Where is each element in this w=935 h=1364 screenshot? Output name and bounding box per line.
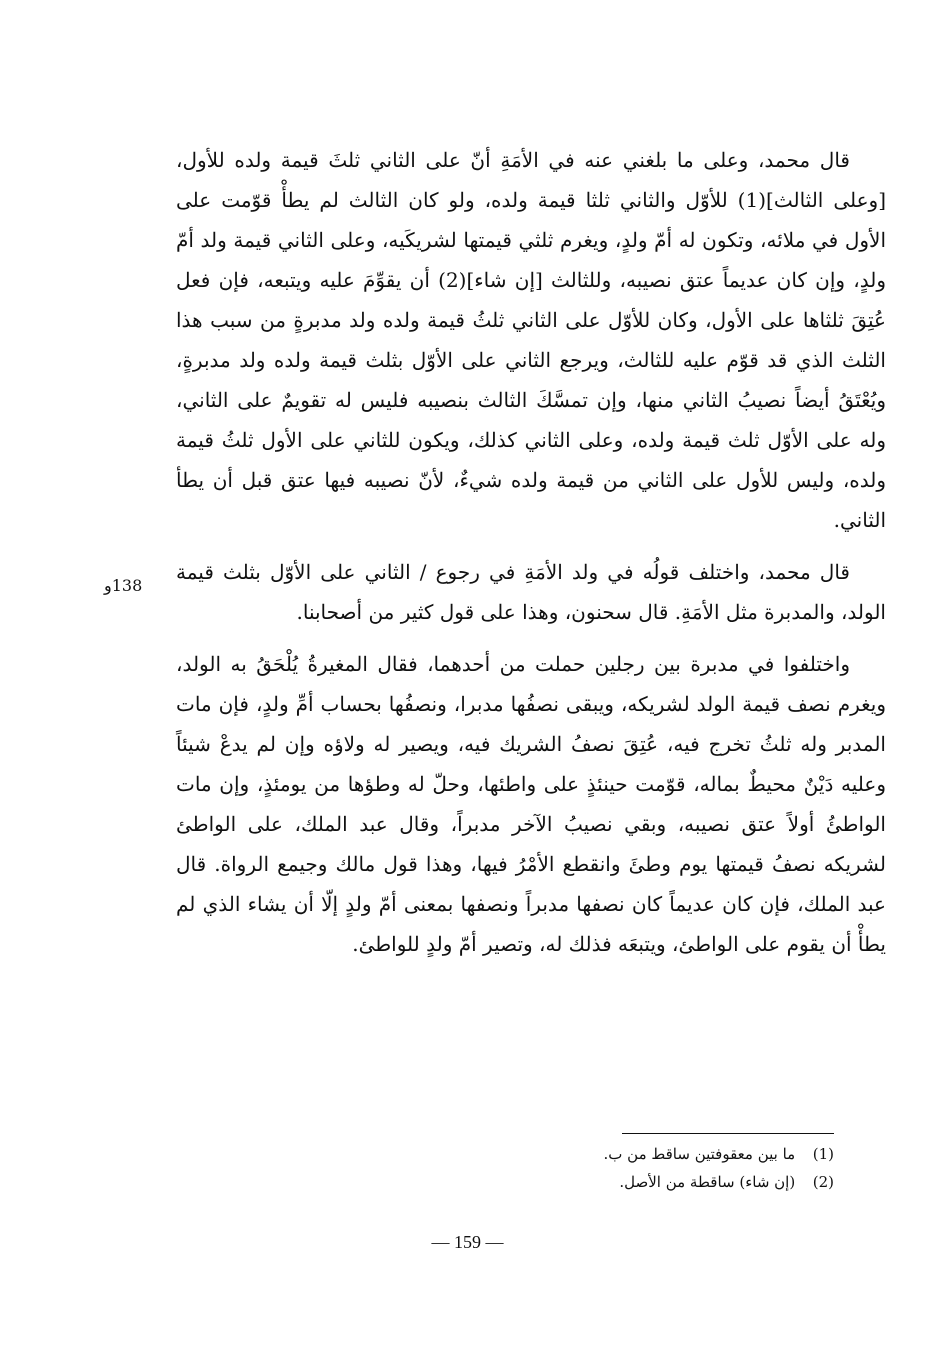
paragraph-3: واختلفوا في مدبرة بين رجلين حملت من أحدهما، فقال المغيرةُ يُلْحَقُ به الولد، ويغرم نصف قيمة الولد لشريكه، ويبقى نصفُها مدبرا، ونصفُها بحساب أمِّ ولدٍ، فإن مات المدبر وله ثلثُ تخرج فيه، عُتِقَ نصفُ الشريك فيه، ويصير له ولاؤه وإن لم يدعْ شيئاً وعليه دَيْنٌ محيطٌ بماله، قوّمت حينئذٍ على واطئها، وحلّ له وطؤها من يومئذٍ، وإن مات الواطئُ أولاً عتق نصيبه، وبقي نصيبُ الآخر مدبراً، وقال عبد الملك، على الواطئ لشريكه نصفُ قيمتها يوم وطئَ وانقطع الأمْرُ فيها، وهذا قول مالك وجيمع الرواة. قال عبد الملك، فإن كان عديماً كان نصفها مدبراً ونصفها بمعنى أمّ ولدٍ إلّا أن يشاء الذي لم يطأْ أن يقوم على الواطئ، ويتبعَه فذلك له، وتصير أمّ ولدٍ للواطئ. [176, 652, 886, 956]
footnote-number: (1) [812, 1145, 834, 1163]
footnote-text: ما بين معقوفتين ساقط من ب. [603, 1145, 796, 1163]
paragraph-1: قال محمد، وعلى ما بلغني عنه في الأمَةِ أنّ على الثاني ثلثَ قيمة ولده للأول، [وعلى الثالث](1) للأوّل والثاني ثلثا قيمة ولده، ولو كان الثالث لم يطأْ قوّمت على الأول في ملائه، وتكون له أمّ ولدٍ، ويغرم ثلثي قيمتها لشريكَيه، وعلى الثاني قيمة ولد أمّ ولدٍ، وإن كان عديماً عتق نصيبه، وللثالث [إن شاء](2) أن يقوِّمَ عليه ويتبعه، فإن فعل عُتِقَ ثلثاها على الأول، وكان للأوّل على الثاني ثلثُ قيمة ولده ولد مدبرةٍ من سبب هذا الثلث الذي قد قوّم عليه للثالث، ويرجع الثاني على الأوّل بثلث قيمة ولده ولد مدبرةٍ، ويُعْتَقُ أيضاً نصيبُ الثاني منها، وإن تمسَّكَ الثالث بنصيبه فليس له تقويمٌ على الثاني، وله على الأوّل ثلث قيمة ولده، وعلى الثاني كذلك، ويكون للثاني على الأول ثلثُ قيمة ولده، وليس للأول على الثاني من قيمة ولده شيءٌ، لأنّ نصيبه فيها عتق قبل أن يطأ الثاني. [176, 148, 887, 532]
paragraph-2: قال محمد، واختلف قولُه في ولد الأمَةِ في رجوع / الثاني على الأوّل بثلث قيمة الولد، والمدبرة مثل الأمَةِ. قال سحنون، وهذا على قول كثير من أصحابنا. [176, 560, 886, 624]
footnote-2 [500, 1168, 834, 1196]
main-text-block [176, 140, 886, 976]
footnote-separator [622, 1133, 834, 1134]
footnote-number: (2) [812, 1173, 834, 1191]
footnotes-block [500, 1140, 834, 1196]
footnote-1 [500, 1140, 834, 1168]
page-number: — 159 — [431, 1232, 504, 1252]
footnote-text: (إن شاء) ساقطة من الأصل. [619, 1173, 796, 1191]
folio-margin-note: 138و [104, 576, 143, 595]
